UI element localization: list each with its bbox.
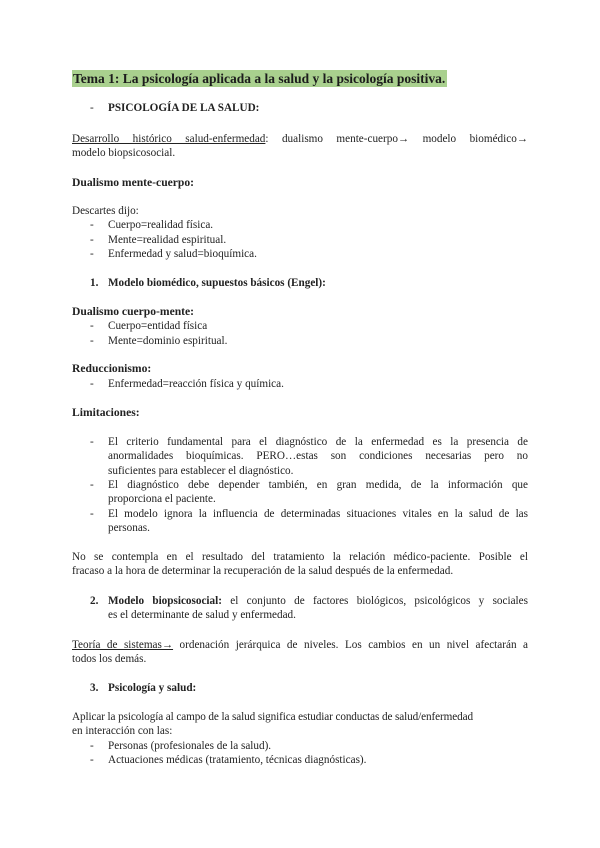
bullet-dash: - (90, 102, 94, 114)
section-2-heading: 2. Modelo biopsicosocial: el conjunto de factores biológicos, psicológicos y sociales es el determinante de salud y enfermedad. (90, 595, 528, 622)
list-item: - Enfermedad y salud=bioquímica. (90, 248, 257, 260)
intro-underlined: Desarrollo histórico salud-enfermedad (72, 133, 266, 145)
list-item: - Mente=realidad espiritual. (90, 234, 227, 246)
page-title: Tema 1: La psicología aplicada a la salud y la psicología positiva. (73, 71, 446, 86)
section-number: 2. (90, 595, 99, 607)
heading-reduccionismo: Reduccionismo: (72, 362, 152, 375)
section-number: 3. (90, 682, 99, 694)
paragraph-aplicar: Aplicar la psicología al campo de la salud significa estudiar conductas de salud/enfermedad en interacción con las: (72, 711, 473, 738)
paragraph-teoria-sistemas: Teoría de sistemas→ ordenación jerárquica de niveles. Los cambios en un nivel afectarán a todos los demás. (72, 639, 528, 666)
list-item: - Actuaciones médicas (tratamiento, técnicas diagnósticas). (90, 754, 367, 766)
paragraph-no-contempla: No se contempla en el resultado del tratamiento la relación médico-paciente. Posible el fracaso a la hora de determinar la recuperación de la salud después de la enfermedad. (72, 551, 528, 578)
intro-rest: : dualismo mente-cuerpo→ modelo biomédico→ (265, 133, 528, 145)
heading-limitaciones: Limitaciones: (72, 406, 140, 419)
section-heading-psicologia (72, 101, 528, 115)
intro-line-1 (72, 132, 528, 146)
limitation-item: - El diagnóstico debe depender también, en gran medida, de la información que proporciona el paciente. (90, 479, 528, 506)
section-label: Modelo biopsicosocial: (108, 595, 222, 607)
list-item: - Mente=dominio espiritual. (90, 335, 228, 347)
limitation-item: - El modelo ignora la influencia de determinadas situaciones vitales en la salud de las personas. (90, 508, 528, 535)
sistemas-underlined: Teoría de sistemas→ (72, 639, 174, 651)
heading-dualismo-cuerpo-mente: Dualismo cuerpo-mente: (72, 305, 195, 318)
section-label: Psicología y salud: (108, 682, 197, 694)
section-1-heading (72, 276, 528, 290)
heading-dualismo-mente-cuerpo: Dualismo mente-cuerpo: (72, 176, 195, 189)
section-heading-text: PSICOLOGÍA DE LA SALUD: (108, 102, 260, 114)
intro-line-2: modelo biopsicosocial. (72, 147, 176, 160)
list-item: - Enfermedad=reacción física y química. (90, 378, 284, 390)
intro-paragraph (72, 132, 528, 161)
section-number: 1. (90, 277, 99, 289)
limitation-item: - El criterio fundamental para el diagnóstico de la enfermedad es la presencia de anormalidades bioquímicas. PERO…estas son condiciones necesarias pero no suficientes para establecer el diagnóstico. (90, 436, 528, 477)
section-3-heading (72, 681, 528, 695)
section-label: Modelo biomédico, supuestos básicos (Engel): (108, 277, 326, 289)
list-item: - Personas (profesionales de la salud). (90, 740, 272, 752)
list-item: - Cuerpo=realidad física. (90, 219, 214, 231)
descartes-lead: Descartes dijo: (72, 205, 139, 217)
list-item: - Cuerpo=entidad física (90, 320, 208, 332)
